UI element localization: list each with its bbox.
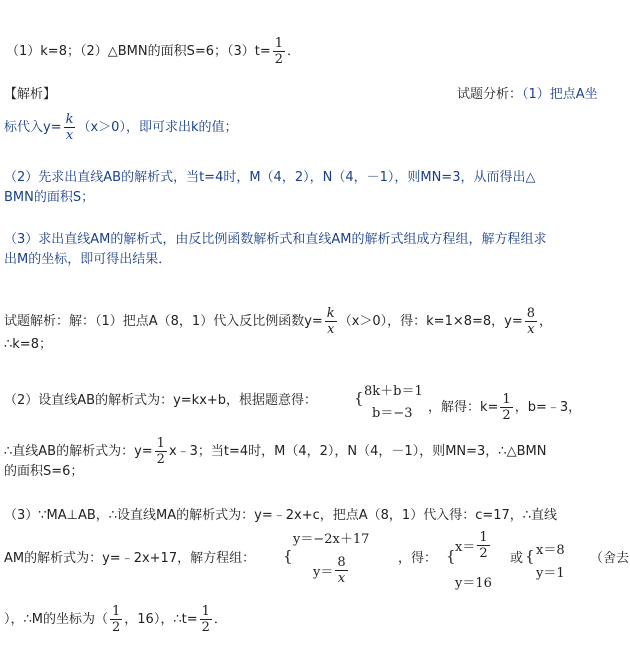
system-brace-1: { [354,389,364,407]
solution-step-3-final: ），∴M的坐标为（ $\frac{1}{2}$ ，16），∴t= $\frac{1}{2}$ ． [4,604,227,635]
solution-2-x: x＝8 [536,543,565,558]
system-eq-1: 8k＋b＝1 [364,384,423,399]
solution-step-2-line1: （2）设直线AB的解析式为：y=kx+b，根据题意得： [4,393,318,408]
system-eq-2: b＝−3 [372,406,413,421]
solution-get: ，得： [398,551,438,566]
system-hyperbola-eq: y＝ $\frac{8}{x}$ [313,555,346,586]
solution-step-3-line2: AM的解析式为：y=﹣2x+17，解方程组： [4,551,256,566]
answer-fraction: $\frac{1}{2}$ [274,36,284,67]
solution-step-3-line1: （3）∵MA⊥AB，∴设直线MA的解析式为：y=﹣2x+c，把点A（8，1）代入得：c=17，∴直线 [4,508,558,523]
solution-2-y: y＝1 [536,566,565,581]
solution-1-y: y＝16 [455,576,492,591]
system-brace-2: { [283,547,293,565]
analysis-step-3-line2: 出M的坐标，即可得出结果． [4,252,172,267]
solution-brace-2: { [525,547,535,565]
k-over-x-fraction: $\frac{k}{x}$ [65,112,74,143]
answer-text: （1）k=8；（2）△BMN的面积S=6；（3）t= [6,44,271,59]
solution-step-1: 试题解析：解：（1）把点A（8，1）代入反比例函数y= $\frac{k}{x}$ （x＞0），得：k=1×8=8，y= $\frac{8}{x}$ ， [4,306,553,337]
answer-line: （1）k=8；（2）△BMN的面积S=6；（3）t= $\frac{1}{2}$ ． [6,36,301,67]
or-label: 或 [510,551,524,566]
solution-1-x: x＝ $\frac{1}{2}$ [455,530,488,561]
solution-heading: 【解析】 [4,87,57,102]
system-line-eq: y＝−2x＋17 [293,532,370,547]
analysis-step-2-line2: BMN的面积S； [4,190,95,205]
analysis-step-2-line1: （2）先求出直线AB的解析式，当t=4时，M（4，2），N（4，－1），则MN=3，从而得出△ [4,170,536,185]
solution-step-2-k: ，解得：k= $\frac{1}{2}$ ，b=﹣3， [428,392,582,423]
analysis-label: 试题分析：（1）把点A坐 [457,87,598,102]
solution-step-1-result: ∴k=8； [4,337,52,352]
analysis-step-1: 标代入y= $\frac{k}{x}$ （x＞0），即可求出k的值； [4,112,238,143]
discard-label: （舍去 [590,551,630,566]
solution-brace-1: { [446,547,456,565]
analysis-step-3-line1: （3）求出直线AM的解析式，由反比例函数解析式和直线AM的解析式组成方程组，解方程组求 [4,232,547,247]
solution-step-2-area: 的面积S=6； [4,464,84,479]
solution-step-2-line2: ∴直线AB的解析式为：y= $\frac{1}{2}$ x﹣3；当t=4时，M（4，2），N（4，－1），则MN=3，∴△BMN [4,436,547,467]
